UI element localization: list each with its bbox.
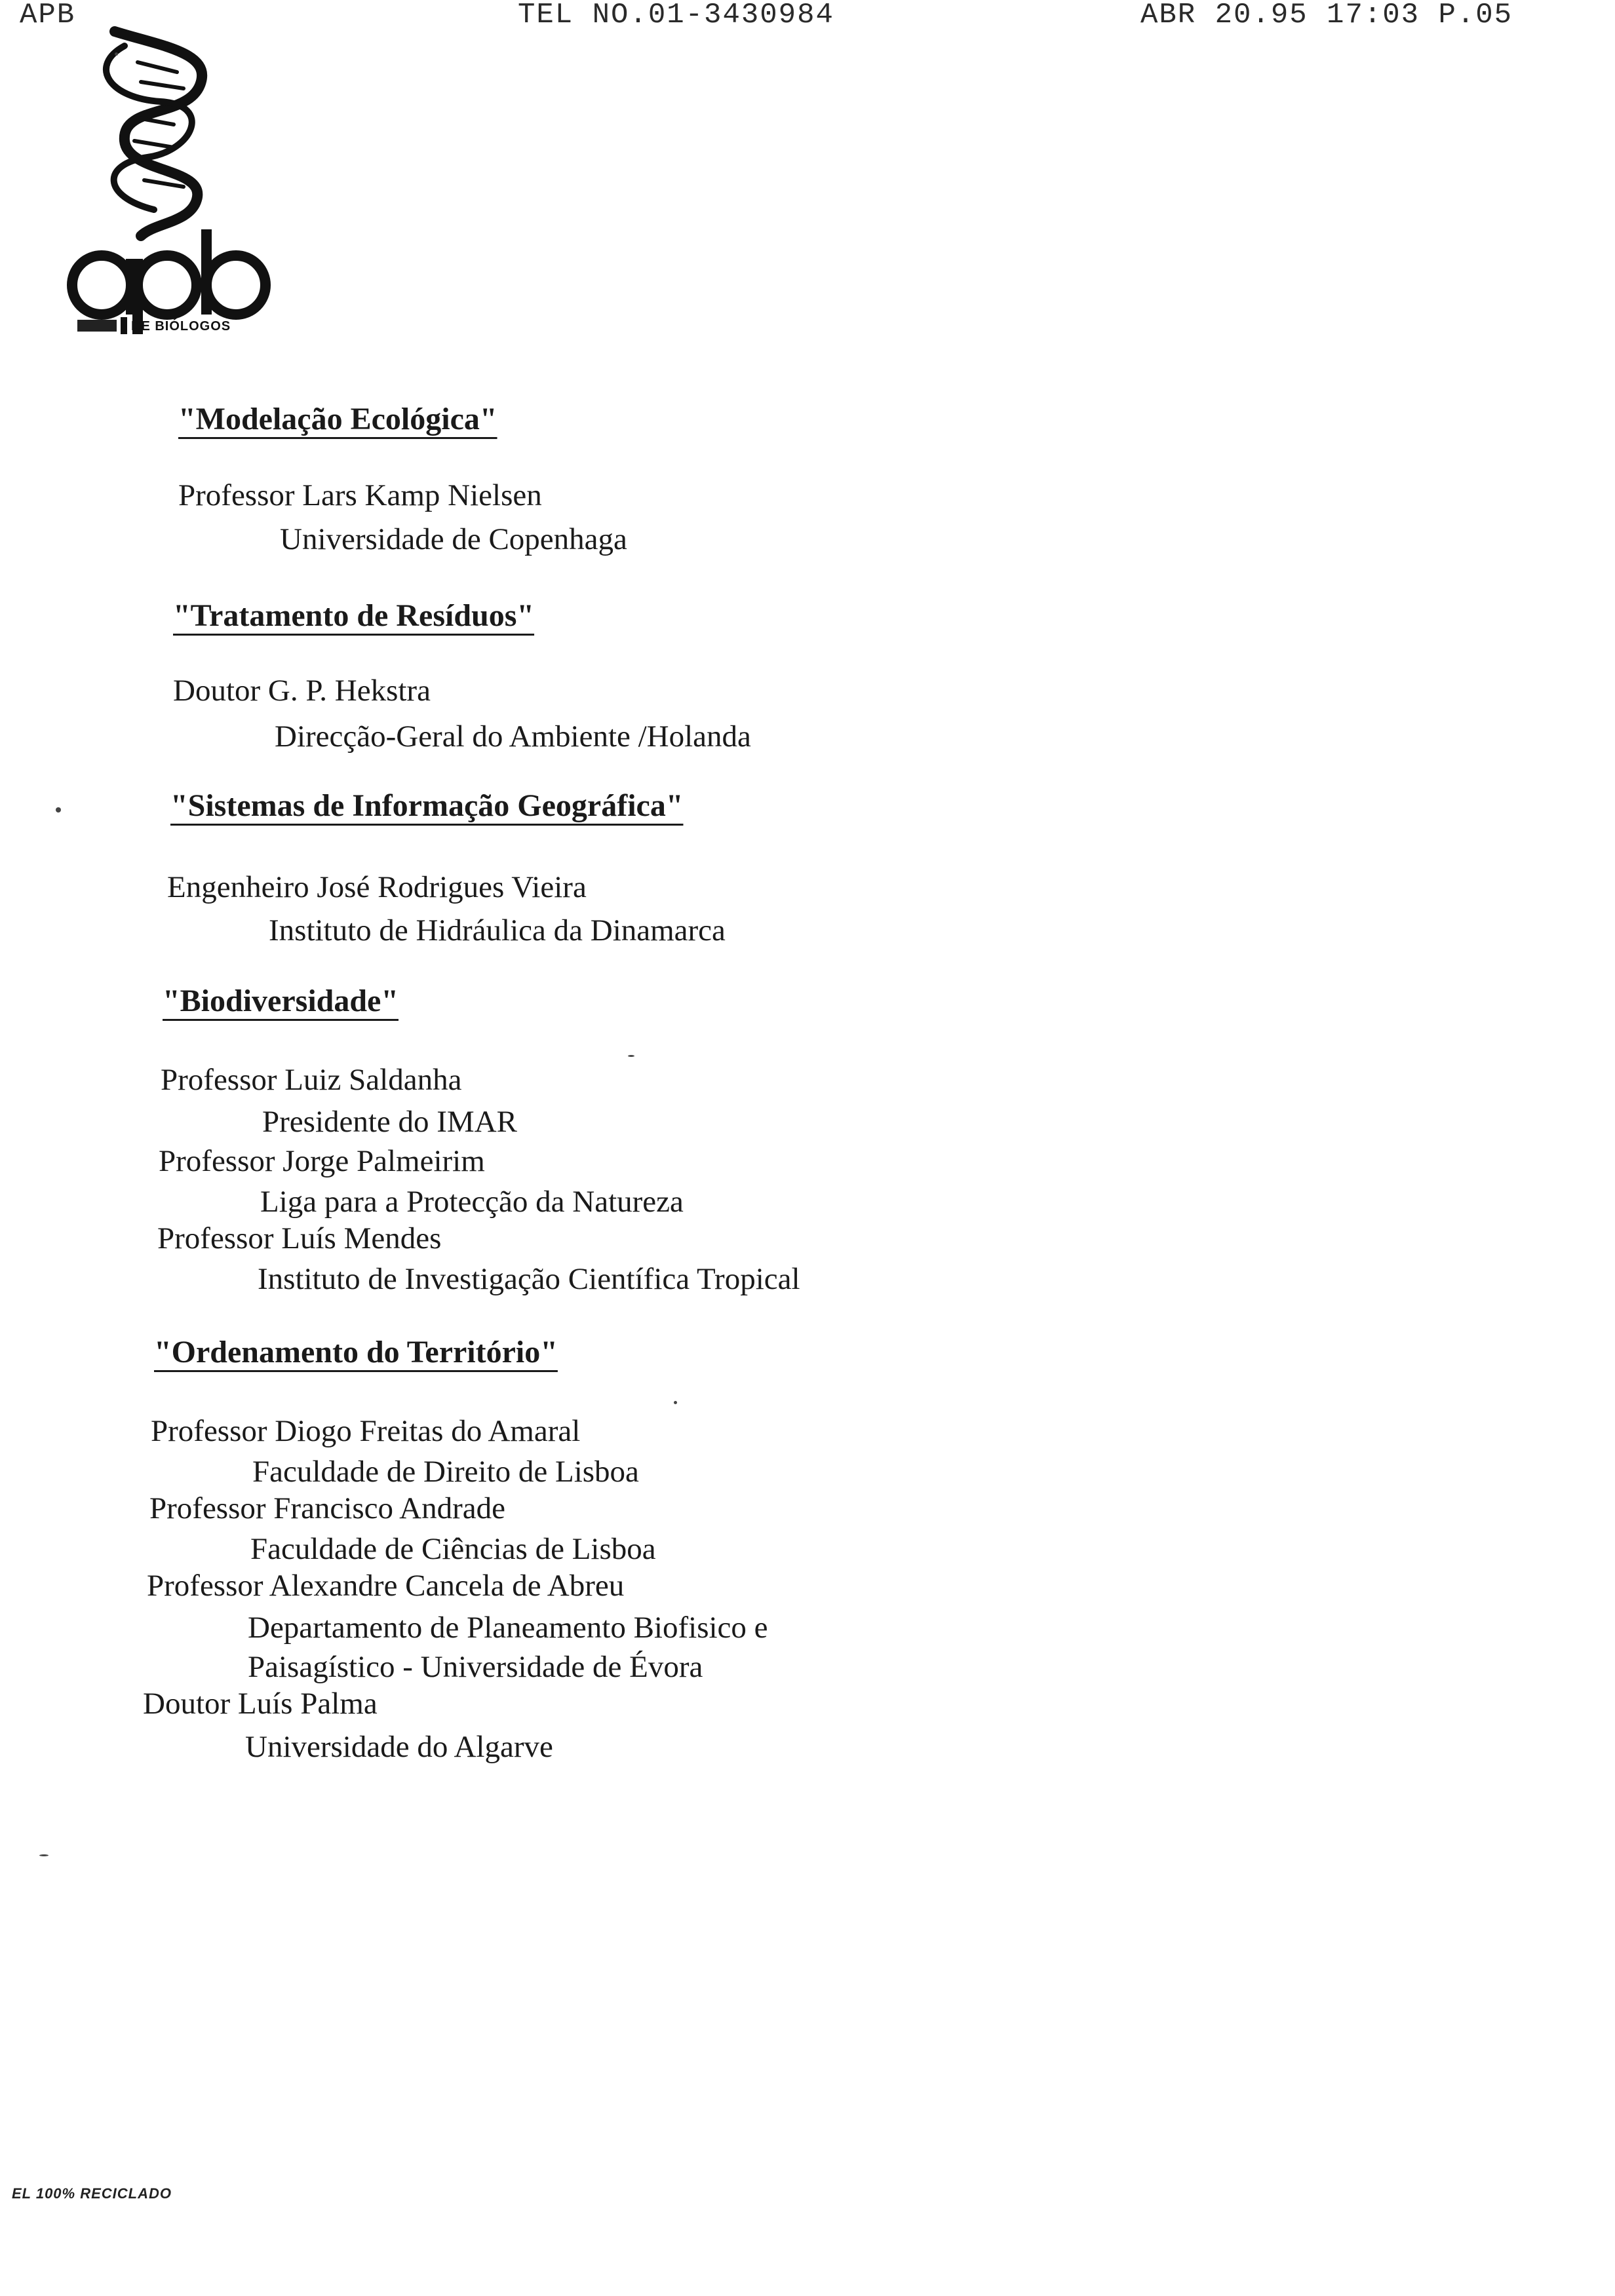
- speaker-affiliation: Instituto de Hidráulica da Dinamarca: [269, 913, 726, 947]
- speaker-name: Professor Lars Kamp Nielsen: [178, 478, 542, 512]
- speaker-affiliation: Faculdade de Ciências de Lisboa: [250, 1532, 656, 1566]
- speaker-name: Doutor G. P. Hekstra: [173, 674, 431, 708]
- speaker-affiliation: Instituto de Investigação Científica Tropical: [258, 1262, 800, 1296]
- speaker-name: Professor Alexandre Cancela de Abreu: [147, 1569, 625, 1603]
- speaker-affiliation: Presidente do IMAR: [262, 1105, 518, 1139]
- speaker-name: Engenheiro José Rodrigues Vieira: [167, 870, 587, 904]
- speaker-name: Doutor Luís Palma: [143, 1687, 378, 1721]
- scan-speck: [628, 1055, 634, 1057]
- scan-speck: [115, 52, 118, 56]
- section-title: "Biodiversidade": [163, 984, 399, 1018]
- fax-telephone: TEL NO.01-3430984: [518, 0, 834, 31]
- scan-speck: [39, 1854, 49, 1856]
- speaker-affiliation: Faculdade de Direito de Lisboa: [252, 1455, 639, 1489]
- logo-caption: DE BIÓLOGOS: [77, 317, 231, 334]
- speaker-name: Professor Francisco Andrade: [149, 1491, 505, 1525]
- speaker-name: Professor Jorge Palmeirim: [159, 1144, 485, 1178]
- speaker-name: Professor Luís Mendes: [157, 1221, 442, 1255]
- speaker-affiliation: Liga para a Protecção da Natureza: [260, 1185, 684, 1219]
- speaker-affiliation: Universidade do Algarve: [245, 1730, 553, 1764]
- speaker-affiliation: Departamento de Planeamento Biofisico e: [248, 1611, 768, 1645]
- speaker-name: Professor Luiz Saldanha: [161, 1063, 462, 1097]
- footer-recycled-note: EL 100% RECICLADO: [12, 2185, 172, 2202]
- section-title: "Tratamento de Resíduos": [173, 598, 535, 633]
- fax-date-time: ABR 20.95 17:03 P.05: [1140, 0, 1513, 31]
- section-title: "Ordenamento do Território": [154, 1335, 558, 1369]
- scan-speck: [56, 807, 61, 813]
- speaker-affiliation: Direcção-Geral do Ambiente /Holanda: [275, 719, 751, 754]
- fax-sender: APB: [20, 0, 76, 31]
- speaker-affiliation: Paisagístico - Universidade de Évora: [248, 1650, 703, 1684]
- section-title: "Modelação Ecológica": [178, 402, 497, 436]
- section-title: "Sistemas de Informação Geográfica": [170, 788, 684, 823]
- scan-speck: [674, 1401, 677, 1404]
- speaker-affiliation: Universidade de Copenhaga: [280, 522, 627, 556]
- speaker-name: Professor Diogo Freitas do Amaral: [151, 1414, 581, 1448]
